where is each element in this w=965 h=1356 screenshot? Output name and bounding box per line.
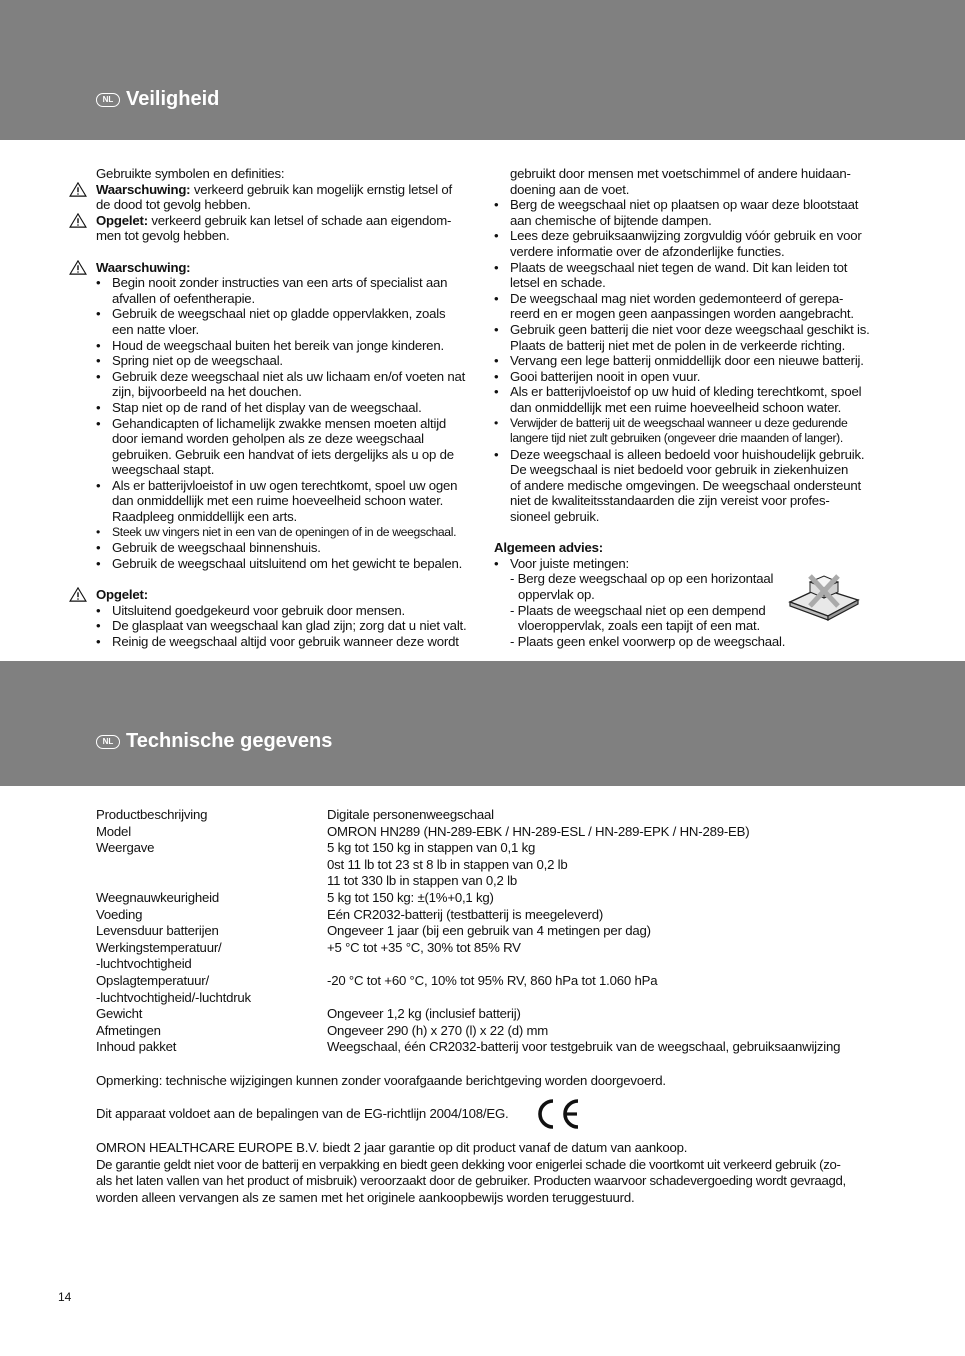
list-item: • Uitsluitend goedgekeurd voor gebruik door mensen. bbox=[96, 603, 476, 619]
specs-table bbox=[96, 807, 866, 1056]
list-item-cont: dan onmiddellijk met een ruime hoeveelheid schoon water. bbox=[112, 493, 444, 509]
list-item: • Verwijder de batterij uit de weegschaal wanneer u deze gedurende bbox=[494, 416, 894, 432]
list-item-cont: De weegschaal is niet bedoeld voor gebruik in ziekenhuizen bbox=[510, 462, 849, 478]
advice-item: - Plaats de weegschaal niet op een dempend bbox=[510, 602, 766, 618]
warranty-block bbox=[96, 1140, 866, 1206]
caution-text: verkeerd gebruik kan letsel of schade aan eigendom- bbox=[147, 212, 452, 228]
caution-heading bbox=[96, 587, 476, 603]
warranty-line: OMRON HEALTHCARE EUROPE B.V. biedt 2 jaar garantie op dit product vanaf de datum van aankoop. bbox=[96, 1140, 688, 1155]
advice-item: - Berg deze weegschaal op op een horizontaal bbox=[510, 571, 774, 587]
warning-definition bbox=[96, 182, 476, 198]
advice-item-cont: oppervlak op. bbox=[518, 587, 595, 603]
warning-text: verkeerd gebruik kan mogelijk ernstig letsel of bbox=[190, 181, 452, 197]
table-row: Gewicht Ongeveer 1,2 kg (inclusief batterij) bbox=[96, 1006, 521, 1022]
list-item: • Berg de weegschaal niet op plaatsen op waar deze blootstaat bbox=[494, 197, 894, 213]
list-item: • Spring niet op de weegschaal. bbox=[96, 353, 476, 369]
list-item: • Gebruik de weegschaal uitsluitend om het gewicht te bepalen. bbox=[96, 556, 476, 572]
table-row: 11 tot 330 lb in stappen van 0,2 lb bbox=[327, 873, 517, 889]
table-row: -luchtvochtigheid/-luchtdruk bbox=[96, 989, 251, 1005]
table-row: Levensduur batterijen Ongeveer 1 jaar (bij een gebruik van 4 metingen per dag) bbox=[96, 923, 651, 939]
list-item: • Reinig de weegschaal altijd voor gebruik wanneer deze wordt bbox=[96, 634, 476, 650]
warning-triangle-icon bbox=[68, 260, 88, 275]
warning-heading-text: Waarschuwing: bbox=[96, 259, 191, 275]
list-item: • Lees deze gebruiksaanwijzing zorgvuldig vóór gebruik en voor bbox=[494, 228, 894, 244]
tech-title-text: Technische gegevens bbox=[126, 730, 333, 752]
tech-title bbox=[96, 730, 332, 753]
table-row: Weegnauwkeurigheid 5 kg tot 150 kg: ±(1%+0,1 kg) bbox=[96, 889, 494, 905]
list-item: • Gebruik de weegschaal binnenshuis. bbox=[96, 540, 476, 556]
table-row: Inhoud pakket Weegschaal, één CR2032-batterij voor testgebruik van de weegschaal, gebruiksaanwijzing bbox=[96, 1039, 841, 1055]
warranty-line: De garantie geldt niet voor de batterij en verpakking en biedt geen dekking voor enigerlei schade die voortkomt uit verkeerd gebruik (zo- bbox=[96, 1156, 841, 1172]
list-item-cont: zijn, bijvoorbeeld na het douchen. bbox=[112, 384, 302, 400]
list-item-cont: afvallen of oefentherapie. bbox=[112, 290, 255, 306]
list-item-cont: dan onmiddellijk met een ruime hoeveelheid schoon water. bbox=[510, 399, 842, 415]
page-number: 14 bbox=[58, 1290, 72, 1304]
warranty-line: worden alleen vervangen als ze samen met het originele aankoopbewijs worden teruggestuurd. bbox=[96, 1189, 635, 1205]
list-item-cont: langere tijd niet zult gebruiken (ongeveer drie maanden of langer). bbox=[510, 431, 843, 446]
nl-language-icon: NL bbox=[96, 93, 120, 107]
table-row: Afmetingen Ongeveer 290 (h) x 270 (l) x 22 (d) mm bbox=[96, 1022, 549, 1038]
table-row: Weergave 5 kg tot 150 kg in stappen van 0,1 kg bbox=[96, 840, 536, 856]
list-item: • Steek uw vingers niet in een van de openingen of in de weegschaal. bbox=[96, 525, 476, 541]
list-item: • Begin nooit zonder instructies van een arts of specialist aan bbox=[96, 275, 476, 291]
table-row: 0st 11 lb tot 23 st 8 lb in stappen van 0,2 lb bbox=[327, 856, 568, 872]
table-row: Voeding Eén CR2032-batterij (testbatterij is meegeleverd) bbox=[96, 906, 604, 922]
safety-title bbox=[96, 88, 219, 111]
list-item: • Houd de weegschaal buiten het bereik van jonge kinderen. bbox=[96, 338, 476, 354]
warranty-line: als het laten vallen van het product of misbruik) veroorzaakt door de gebruiker. Producten waarvoor schadevergoeding wordt gevraagd, bbox=[96, 1173, 846, 1189]
list-item: • De glasplaat van weegschaal kan glad zijn; zorg dat u niet valt. bbox=[96, 618, 476, 634]
list-item-cont: Plaats de batterij niet met de polen in de verkeerde richting. bbox=[510, 337, 846, 353]
warning-triangle-icon bbox=[68, 587, 88, 602]
list-item: • De weegschaal mag niet worden gedemonteerd of gerepa- bbox=[494, 291, 894, 307]
warning-label: Waarschuwing: bbox=[96, 181, 191, 197]
list-item: • Gooi batterijen nooit in open vuur. bbox=[494, 369, 894, 385]
table-row: Opslagtemperatuur/ -20 °C tot +60 °C, 10% tot 95% RV, 860 hPa tot 1.060 hPa bbox=[96, 972, 658, 988]
list-item: • Voor juiste metingen: bbox=[494, 556, 894, 572]
list-item: • Gebruik deze weegschaal niet als uw lichaam en/of voeten nat bbox=[96, 369, 476, 385]
remark-text: Opmerking: technische wijzigingen kunnen zonder voorafgaande berichtgeving worden doorgevoerd. bbox=[96, 1073, 666, 1088]
caution-definition bbox=[96, 213, 476, 229]
list-item: • Gebruik de weegschaal niet op gladde oppervlakken, zoals bbox=[96, 306, 476, 322]
list-item-cont: of andere medische omgevingen. De weegschaal ondersteunt bbox=[510, 477, 861, 493]
caution-label: Opgelet: bbox=[96, 212, 148, 228]
advice-heading: Algemeen advies: bbox=[494, 540, 603, 556]
list-item-cont: niet de kwaliteitsstandaarden die zijn vereist voor profes- bbox=[510, 493, 830, 509]
advice-item: - Plaats geen enkel voorwerp op de weegschaal. bbox=[510, 633, 786, 649]
directive-text: Dit apparaat voldoet aan de bepalingen van de EG-richtlijn 2004/108/EG. bbox=[96, 1106, 509, 1121]
list-item: • Gebruik geen batterij die niet voor deze weegschaal geschikt is. bbox=[494, 322, 894, 338]
table-row: Werkingstemperatuur/ +5 °C tot +35 °C, 30% tot 85% RV bbox=[96, 939, 521, 955]
safety-left-column bbox=[96, 166, 476, 649]
warning-text-2: de dood tot gevolg hebben. bbox=[96, 197, 251, 213]
table-row: -luchtvochtigheid bbox=[96, 956, 192, 972]
list-item-cont: reerd en er mogen geen aanpassingen worden aangebracht. bbox=[510, 306, 854, 322]
list-item-cont: verdere informatie over de afzonderlijke functies. bbox=[510, 243, 785, 259]
list-item: • Deze weegschaal is alleen bedoeld voor huishoudelijk gebruik. bbox=[494, 447, 894, 463]
advice-item-cont: vloeroppervlak, zoals een tapijt of een mat. bbox=[518, 618, 760, 634]
list-item: • Plaats de weegschaal niet tegen de wand. Dit kan leiden tot bbox=[494, 260, 894, 276]
caution-heading-text: Opgelet: bbox=[96, 587, 148, 603]
list-item: • Gehandicapten of lichamelijk zwakke mensen moeten altijd bbox=[96, 416, 476, 432]
ce-mark-text: CE bbox=[532, 1097, 534, 1098]
list-item-cont: gebruiken. Gebruik een handvat of iets dergelijks als u op de bbox=[112, 446, 454, 462]
list-item-cont: doening aan de voet. bbox=[510, 181, 630, 197]
table-row: Productbeschrijving Digitale personenweegschaal bbox=[96, 807, 494, 822]
list-item: • Als er batterijvloeistof in uw ogen terechtkomt, spoel uw ogen bbox=[96, 478, 476, 494]
symbols-intro: Gebruikte symbolen en definities: bbox=[96, 166, 285, 181]
list-item: • Als er batterijvloeistof op uw huid of kleding terechtkomt, spoel bbox=[494, 384, 894, 400]
safety-header-band bbox=[0, 0, 965, 140]
warning-triangle-icon bbox=[68, 182, 88, 197]
scale-no-object-illustration bbox=[786, 572, 862, 628]
list-item-cont: aan chemische of bijtende dampen. bbox=[510, 212, 712, 228]
list-item-cont: gebruikt door mensen met voetschimmel of andere huidaan- bbox=[510, 166, 851, 181]
nl-language-icon: NL bbox=[96, 735, 120, 749]
tech-header-band bbox=[0, 661, 965, 786]
list-item-cont: door iemand worden geholpen als ze deze weegschaal bbox=[112, 431, 424, 447]
ce-mark-icon bbox=[532, 1097, 582, 1131]
caution-text-2: men tot gevolg hebben. bbox=[96, 228, 230, 244]
list-item-cont: een natte vloer. bbox=[112, 321, 199, 337]
list-item-cont: letsel en schade. bbox=[510, 275, 606, 291]
list-item-cont: Raadpleeg onmiddellijk een arts. bbox=[112, 509, 297, 525]
list-item-cont: sioneel gebruik. bbox=[510, 509, 600, 525]
warning-triangle-icon bbox=[68, 213, 88, 228]
list-item: • Stap niet op de rand of het display van de weegschaal. bbox=[96, 400, 476, 416]
list-item-cont: weegschaal stapt. bbox=[112, 462, 215, 478]
safety-title-text: Veiligheid bbox=[126, 88, 220, 110]
table-row: Model OMRON HN289 (HN-289-EBK / HN-289-ESL / HN-289-EPK / HN-289-EB) bbox=[96, 823, 750, 839]
list-item: • Vervang een lege batterij onmiddellijk door een nieuwe batterij. bbox=[494, 353, 894, 369]
warning-heading bbox=[96, 260, 476, 276]
